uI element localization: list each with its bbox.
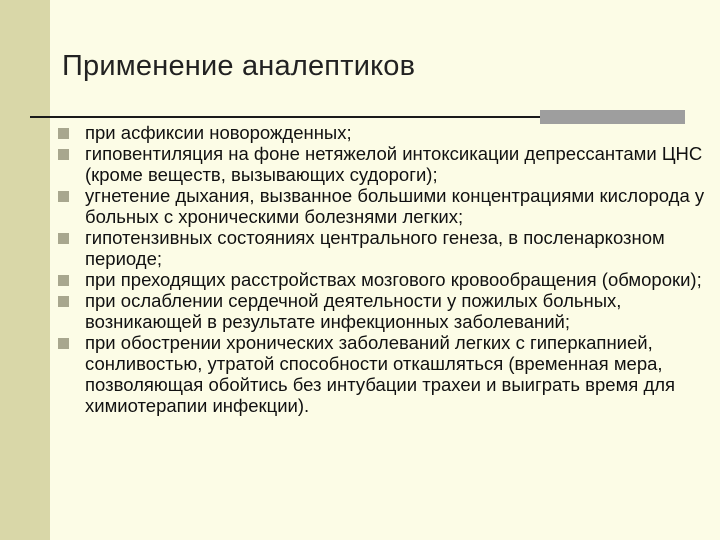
left-decor-band-lower [0, 380, 50, 540]
square-bullet-icon [58, 233, 69, 244]
list-item-text: при преходящих расстройствах мозгового кровообращения (обмороки); [85, 269, 702, 290]
square-bullet-icon [58, 275, 69, 286]
square-bullet-icon [58, 191, 69, 202]
list-item-text: при ослаблении сердечной деятельности у пожилых больных, возникающей в результате инфекционных заболеваний; [85, 290, 622, 332]
list-item [58, 269, 708, 290]
list-item-text: гиповентиляция на фоне нетяжелой интоксикации депрессантами ЦНС (кроме веществ, вызывающих судороги); [85, 143, 703, 185]
list-item [58, 185, 708, 227]
square-bullet-icon [58, 149, 69, 160]
list-item [58, 143, 708, 185]
slide-title: Применение аналептиков [62, 50, 416, 82]
list-item-text: угнетение дыхания, вызванное большими концентрациями кислорода у больных с хроническими болезнями легких; [85, 185, 705, 227]
bullet-list [58, 122, 708, 416]
list-item [58, 332, 708, 416]
list-item-text: гипотензивных состояниях центрального генеза, в посленаркозном периоде; [85, 227, 665, 269]
list-item [58, 227, 708, 269]
square-bullet-icon [58, 296, 69, 307]
list-item [58, 122, 708, 143]
list-item-text: при асфиксии новорожденных; [85, 122, 352, 143]
square-bullet-icon [58, 338, 69, 349]
list-item [58, 290, 708, 332]
list-item-text: при обострении хронических заболеваний легких с гиперкапнией, сонливостью, утратой способности откашляться (временная мера, позволяющая обойтись без интубации трахеи и выиграть время для химиотерапии инфекции). [85, 332, 676, 416]
square-bullet-icon [58, 128, 69, 139]
